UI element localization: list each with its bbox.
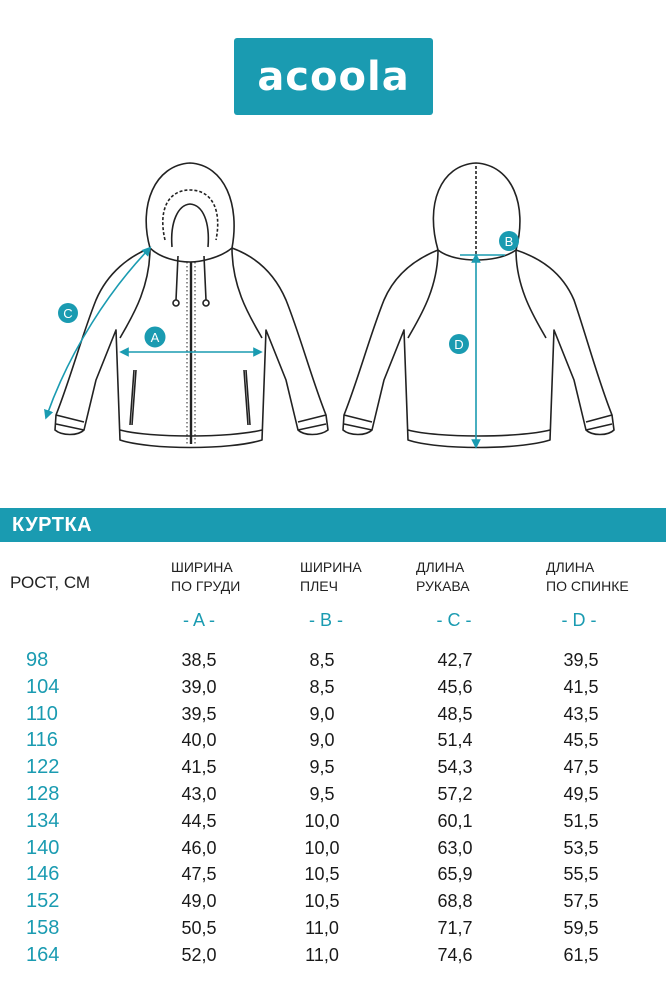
svg-text:C: C [63,306,73,321]
row-height-value: 146 [26,863,60,886]
cell-shoulder-width: 9,0 [309,703,335,724]
cell-shoulder-width: 9,5 [309,757,335,778]
table-row [0,810,666,836]
column-header-c-line2: РУКАВА [416,578,470,594]
cell-shoulder-width: 10,5 [304,891,340,912]
cell-back-length: 59,5 [563,918,599,938]
cell-sleeve-length: 65,9 [437,864,473,885]
marker-c [58,303,78,323]
cell-shoulder-width: 11,0 [305,918,339,938]
marker-a [145,327,165,347]
row-height-value: 104 [26,675,60,698]
cell-shoulder-width: 9,5 [309,784,335,804]
table-row [0,649,666,675]
cell-back-length: 49,5 [563,784,599,804]
column-header-c [416,558,470,596]
cell-back-length: 39,5 [563,650,599,670]
table-row [0,729,666,755]
cell-chest-width: 43,0 [181,784,217,804]
column-header-d-line1: ДЛИНА [546,559,595,575]
column-letter-b: - B - [309,610,343,630]
cell-sleeve-length: 57,2 [437,784,473,804]
row-height-value: 128 [26,783,60,805]
column-header-d-line2: ПО СПИНКЕ [546,578,629,594]
svg-text:B: B [504,234,514,249]
cell-sleeve-length: 74,6 [437,944,473,965]
row-height-value: 152 [26,890,60,913]
column-header-a [171,558,240,596]
cell-shoulder-width: 10,0 [304,837,340,858]
cell-sleeve-length: 42,7 [437,650,473,670]
row-header-label: РОСТ, СМ [10,573,91,592]
row-height-value: 134 [26,809,60,832]
marker-d [449,334,469,354]
cell-back-length: 57,5 [563,891,599,912]
cell-shoulder-width: 11,0 [305,944,339,965]
cell-chest-width: 41,5 [181,757,217,778]
jacket-front-icon [55,163,328,448]
cell-chest-width: 52,0 [181,944,217,965]
cell-sleeve-length: 54,3 [437,757,473,778]
cell-back-length: 61,5 [563,944,599,965]
cell-sleeve-length: 63,0 [437,837,473,858]
cell-sleeve-length: 45,6 [437,676,473,697]
cell-back-length: 53,5 [563,837,599,858]
marker-b [499,231,519,251]
banner-title: КУРТКА [12,514,93,536]
row-height-value: 122 [26,756,60,779]
column-letter-a: - A - [182,610,215,630]
column-header-b [300,558,362,596]
cell-shoulder-width: 10,0 [304,810,340,831]
table-row [0,863,666,889]
row-height-value: 158 [26,917,60,939]
cell-chest-width: 46,0 [181,837,217,858]
cell-chest-width: 39,5 [181,703,217,724]
row-height-value: 110 [26,702,58,725]
table-row [0,890,666,916]
table-row [0,944,666,970]
table-row [0,917,666,943]
column-letter-c: - C - [436,610,472,630]
cell-back-length: 45,5 [563,730,599,751]
cell-chest-width: 40,0 [181,730,217,751]
cell-sleeve-length: 60,1 [437,810,473,831]
column-header-b-line2: ПЛЕЧ [300,578,338,594]
cell-back-length: 41,5 [563,676,599,697]
row-height-value: 164 [26,943,60,966]
cell-back-length: 43,5 [563,703,599,724]
table-row [0,756,666,782]
cell-chest-width: 39,0 [181,676,217,697]
jacket-illustrations [0,150,666,470]
jacket-back-icon [343,163,614,448]
cell-shoulder-width: 9,0 [309,730,335,751]
cell-shoulder-width: 10,5 [304,864,340,885]
cell-sleeve-length: 51,4 [437,730,473,751]
cell-shoulder-width: 8,5 [309,676,335,697]
svg-text:D: D [454,337,464,352]
cell-chest-width: 50,5 [181,918,217,938]
table-row [0,703,666,729]
table-row [0,837,666,863]
section-banner [0,508,666,542]
column-header-a-line2: ПО ГРУДИ [171,578,241,594]
row-height-value: 116 [26,729,58,752]
row-height-value: 140 [26,836,60,859]
cell-back-length: 51,5 [563,810,599,831]
cell-back-length: 55,5 [563,864,599,885]
cell-chest-width: 47,5 [181,864,217,885]
svg-text:A: A [150,330,160,345]
brand-logo [234,38,433,115]
cell-chest-width: 38,5 [181,650,217,670]
column-header-a-line1: ШИРИНА [171,559,233,575]
column-header-b-line1: ШИРИНА [300,559,362,575]
cell-sleeve-length: 48,5 [437,703,473,724]
brand-logo-text: acoola [257,53,410,100]
cell-shoulder-width: 8,5 [309,650,335,670]
column-letter-d: - D - [561,610,597,630]
cell-chest-width: 44,5 [181,810,217,831]
cell-chest-width: 49,0 [181,891,217,912]
cell-back-length: 47,5 [563,757,599,778]
row-height-value: 98 [26,649,49,671]
cell-sleeve-length: 68,8 [437,891,473,912]
cell-sleeve-length: 71,7 [437,918,473,938]
table-row [0,676,666,702]
column-header-d [546,558,629,596]
column-header-c-line1: ДЛИНА [416,559,465,575]
table-row [0,783,666,809]
